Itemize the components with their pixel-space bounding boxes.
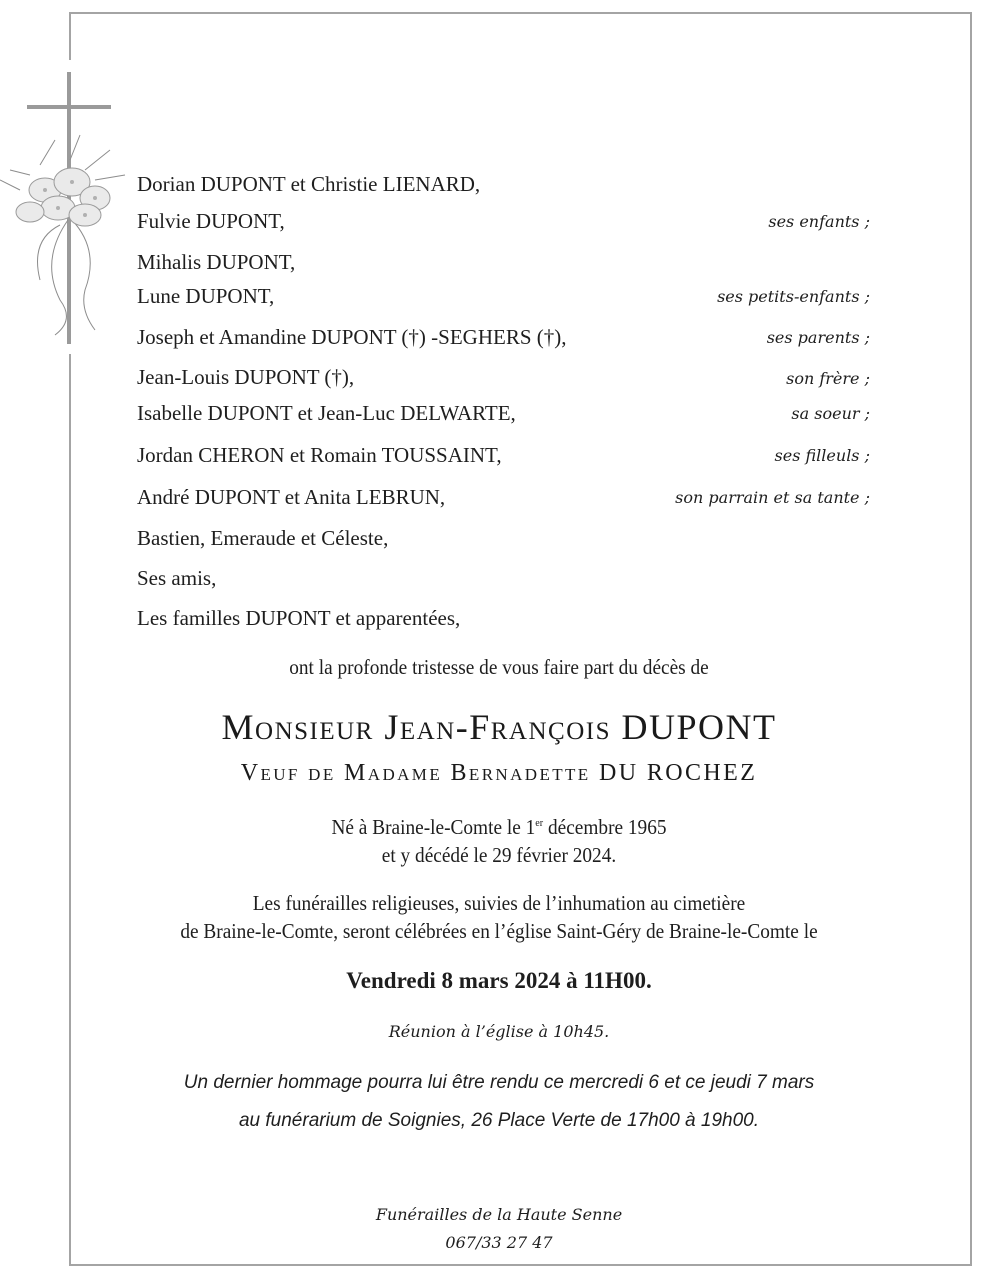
family-line: Ses amis, (137, 566, 217, 590)
widow-of: Veuf de Madame Bernadette DU ROCHEZ (240, 760, 758, 786)
family-line: Bastien, Emeraude et Céleste, (137, 526, 389, 550)
deceased-name: Monsieur Jean-François DUPONT (221, 707, 777, 747)
funeral-date: Vendredi 8 mars 2024 à 11H00. (346, 968, 652, 993)
birth-prefix: Né à Braine-le-Comte le 1 (331, 815, 536, 839)
family-line: Jean-Louis DUPONT (†), (137, 365, 355, 389)
relation-label: sa soeur ; (791, 404, 870, 423)
family-line: Fulvie DUPONT, (137, 209, 285, 233)
tribute-line-2: au funérarium de Soignies, 26 Place Verte de 17h00 à 19h00. (238, 1110, 760, 1131)
death-info: et y décédé le 29 février 2024. (381, 843, 617, 867)
birth-superscript: er (535, 817, 544, 829)
family-line: Mihalis DUPONT, (137, 250, 296, 274)
funeral-line-1: Les funérailles religieuses, suivies de l’inhumation au cimetière (252, 891, 746, 915)
cross-icon-bar (27, 105, 111, 109)
relation-label: ses enfants ; (768, 212, 870, 231)
flower-bouquet-icon (0, 120, 135, 340)
relation-label: ses petits-enfants ; (717, 287, 870, 306)
funeral-home-name: Funérailles de la Haute Senne (375, 1205, 623, 1224)
family-line: Lune DUPONT, (137, 284, 275, 308)
announcement-text: ont la profonde tristesse de vous faire part du décès de (289, 655, 709, 679)
funeral-home-phone: 067/33 27 47 (445, 1233, 553, 1252)
family-line: Joseph et Amandine DUPONT (†) -SEGHERS (†), (137, 325, 567, 349)
birth-suffix: décembre 1965 (543, 815, 667, 839)
meeting-time: Réunion à l’église à 10h45. (388, 1022, 610, 1041)
birth-info (40, 815, 958, 840)
relation-label: ses filleuls ; (774, 446, 870, 465)
tribute-line-1: Un dernier hommage pourra lui être rendu ce mercredi 6 et ce jeudi 7 mars (183, 1072, 815, 1093)
family-line: Dorian DUPONT et Christie LIENARD, (137, 172, 481, 196)
relation-label: son frère ; (786, 369, 870, 388)
family-line: André DUPONT et Anita LEBRUN, (137, 485, 446, 509)
relation-label: son parrain et sa tante ; (675, 488, 870, 507)
family-line: Jordan CHERON et Romain TOUSSAINT, (137, 443, 502, 467)
relation-label: ses parents ; (766, 328, 870, 347)
family-line: Isabelle DUPONT et Jean-Luc DELWARTE, (137, 401, 516, 425)
funeral-line-2: de Braine-le-Comte, seront célébrées en l’église Saint-Géry de Braine-le-Comte le (180, 919, 818, 943)
family-line: Les familles DUPONT et apparentées, (137, 606, 461, 630)
